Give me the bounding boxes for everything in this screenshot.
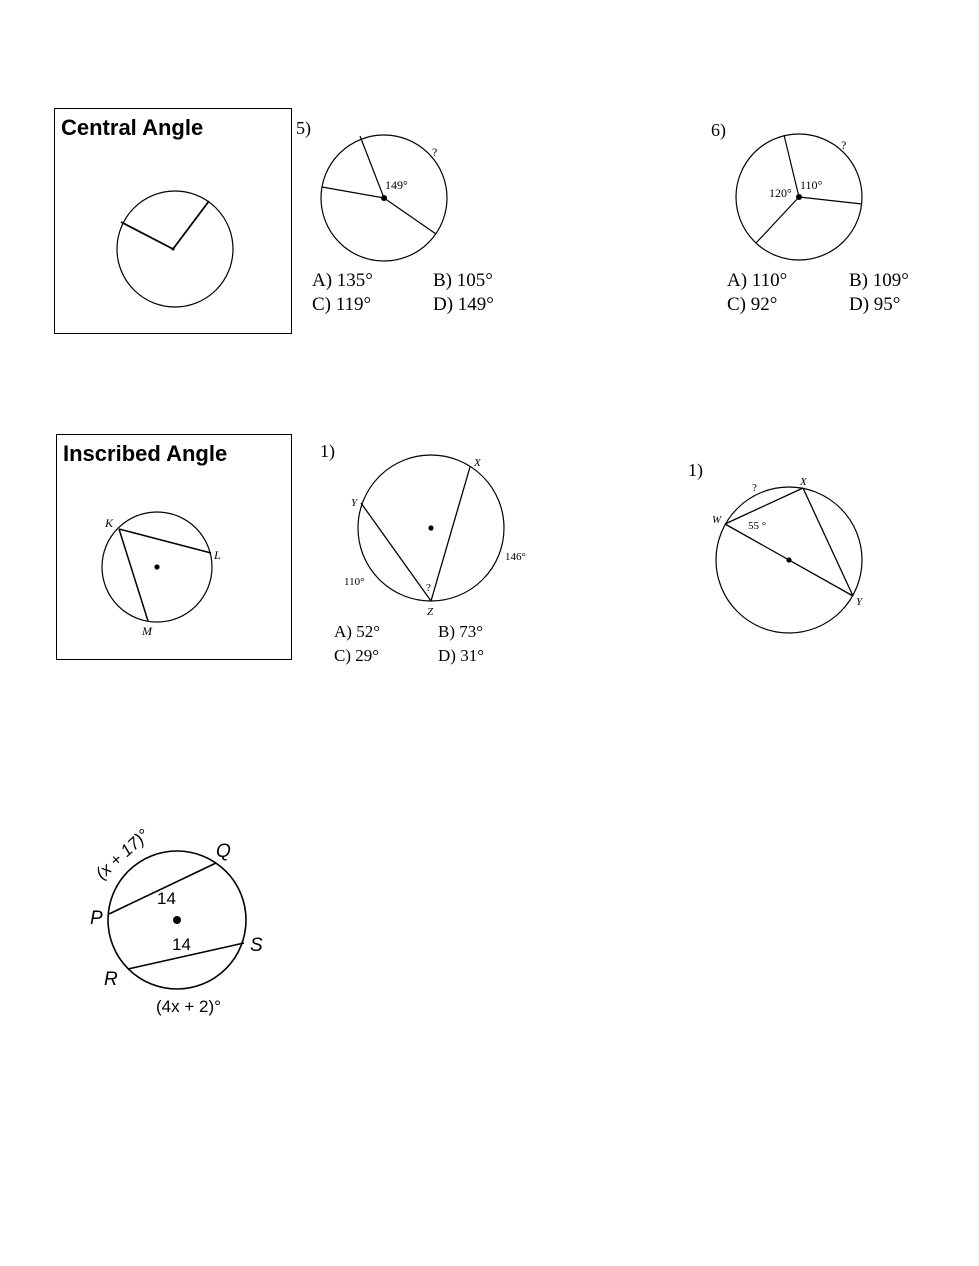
q1a-diagram	[330, 445, 540, 620]
q6-choice-c: C) 92°	[727, 294, 778, 315]
q5-diagram	[310, 125, 470, 270]
q1a-choice-c: C) 29°	[334, 646, 380, 665]
chords-label-r: R	[104, 969, 118, 990]
chords-diagram	[80, 810, 290, 1025]
central-angle-radius-left	[121, 222, 173, 249]
q5-radius-right	[384, 198, 436, 234]
q5-choice-c: C) 119°	[312, 294, 372, 315]
q1a-unknown-label: ?	[426, 582, 431, 594]
q6-center-dot	[796, 194, 802, 200]
q1b-angle-label: 55 °	[748, 520, 767, 532]
q1a-label-y: Y	[351, 497, 358, 509]
inscribed-angle-diagram	[57, 435, 291, 659]
q1a-chord-yz	[361, 503, 431, 601]
q5-choice-a: A) 135°	[312, 270, 373, 291]
q1b-unknown-label: ?	[752, 482, 757, 494]
central-angle-box	[54, 108, 292, 334]
q1b-center-dot	[786, 557, 791, 562]
chords-arc-bottom-label: (4x + 2)°	[156, 997, 221, 1016]
inscribed-label-m: M	[142, 624, 152, 638]
q6-choice-a: A) 110°	[727, 270, 788, 291]
central-angle-title: Central Angle	[61, 115, 204, 140]
inscribed-label-k: K	[105, 516, 114, 530]
q6-choice-d: D) 95°	[849, 294, 901, 315]
q1a-center-dot	[428, 525, 433, 530]
central-angle-center	[172, 248, 175, 251]
inscribed-chord-km	[119, 529, 148, 621]
q1b-label-x: X	[800, 476, 807, 488]
q6-angle1-label: 120°	[769, 186, 792, 200]
q6-radius-left	[756, 197, 799, 243]
q1b-label-w: W	[712, 514, 722, 526]
chord-pq-length: 14	[157, 889, 176, 908]
q6-choice-b: B) 109°	[849, 270, 909, 291]
q1a-label-x: X	[474, 457, 481, 469]
q5-number: 5)	[296, 118, 311, 138]
q1a-arc-right-label: 146°	[505, 551, 526, 563]
central-angle-circle	[117, 191, 233, 307]
chords-label-p: P	[90, 908, 103, 929]
chords-label-s: S	[250, 935, 263, 956]
q5-choice-d: D) 149°	[433, 294, 494, 315]
q1b-chord-wx	[725, 488, 803, 524]
q5-radius-top	[360, 136, 384, 198]
inscribed-label-l: L	[214, 548, 221, 562]
q1a-label-z: Z	[427, 606, 434, 618]
q1a-choice-a: A) 52°	[334, 622, 380, 641]
q1a-arc-left-label: 110°	[344, 576, 365, 588]
inscribed-angle-box	[56, 434, 292, 660]
central-angle-radius-right	[173, 201, 209, 249]
chords-arc-top-label: (x + 17)°	[91, 825, 153, 883]
chord-rs-length: 14	[172, 935, 191, 954]
q1a-choice-d: D) 31°	[438, 646, 484, 665]
q1b-diagram	[705, 470, 875, 640]
q6-unknown-label: ?	[841, 138, 847, 152]
q5-center-dot	[381, 195, 387, 201]
q1a-chord-xz	[431, 467, 470, 601]
q6-number: 6)	[711, 120, 726, 140]
chords-label-q: Q	[216, 841, 231, 862]
inscribed-center-dot	[154, 564, 159, 569]
q1b-number: 1)	[688, 460, 703, 480]
q5-angle-label: 149°	[385, 178, 408, 192]
central-angle-diagram	[55, 109, 291, 333]
q1b-chord-xy	[803, 488, 853, 596]
q5-radius-left	[322, 187, 384, 198]
q1a-choice-b: B) 73°	[438, 622, 484, 641]
q5-choice-b: B) 105°	[433, 270, 493, 291]
inscribed-chord-kl	[119, 529, 211, 553]
q6-angle2-label: 110°	[800, 178, 823, 192]
q1a-number: 1)	[320, 441, 335, 461]
q6-diagram	[725, 125, 875, 265]
q6-radius-right	[799, 197, 862, 204]
q5-unknown-label: ?	[432, 145, 438, 159]
inscribed-angle-title: Inscribed Angle	[63, 441, 228, 466]
q1b-label-y: Y	[856, 596, 863, 608]
chords-center-dot	[173, 916, 181, 924]
